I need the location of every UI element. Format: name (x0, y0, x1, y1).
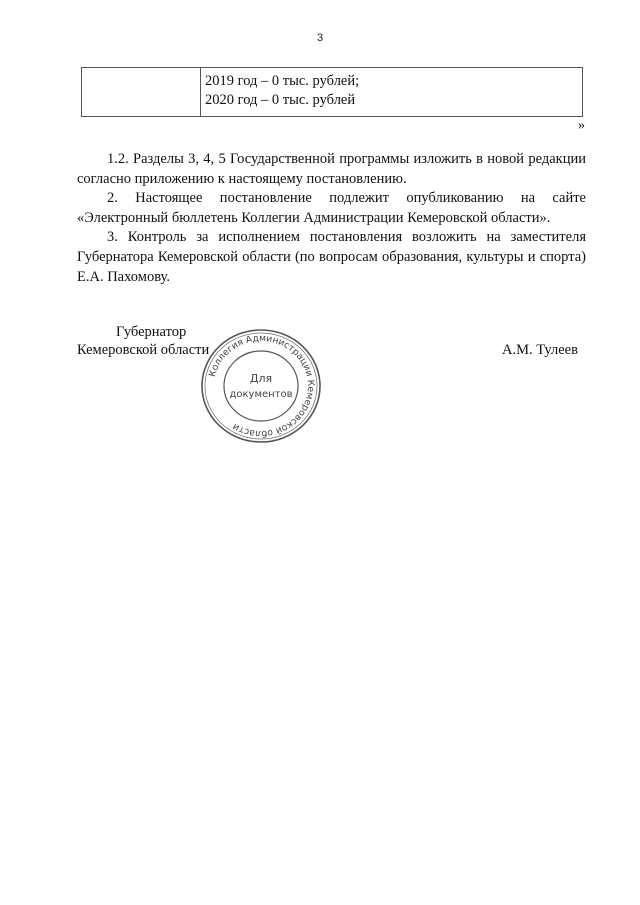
paragraph-2: 2. Настоящее постановление подлежит опубликованию на сайте «Электронный бюллетень Коллегии Администрации Кемеровской области». (77, 190, 586, 226)
official-seal (200, 327, 322, 445)
signatory-title-line1: Губернатор (116, 324, 187, 340)
paragraph-3: 3. Контроль за исполнением постановления возложить на заместителя Губернатора Кемеровской области (по вопросам образования, культуры и спорта) Е.А. Пахомову. (77, 229, 586, 285)
table-cell-empty (82, 68, 201, 117)
funding-line-2020: 2020 год – 0 тыс. рублей (205, 92, 356, 108)
seal-ring-text: Коллегия Администрации Кемеровской области (207, 332, 317, 440)
seal-center-line1: Для (249, 372, 273, 385)
funding-line-2019: 2019 год – 0 тыс. рублей; (205, 73, 360, 89)
closing-quote: » (578, 118, 585, 133)
page-number: 3 (316, 32, 324, 44)
table-row (82, 68, 583, 117)
table-cell-funding (201, 68, 583, 117)
resolution-body (77, 150, 586, 287)
signatory-name: А.М. Тулеев (502, 342, 578, 358)
paragraph-1-2: 1.2. Разделы 3, 4, 5 Государственной программы изложить в новой редакции согласно приложению к настоящему постановлению. (77, 151, 586, 187)
funding-table (81, 67, 583, 117)
seal-center-line2: документов (229, 389, 293, 400)
signatory-title-line2: Кемеровской области (77, 342, 210, 358)
